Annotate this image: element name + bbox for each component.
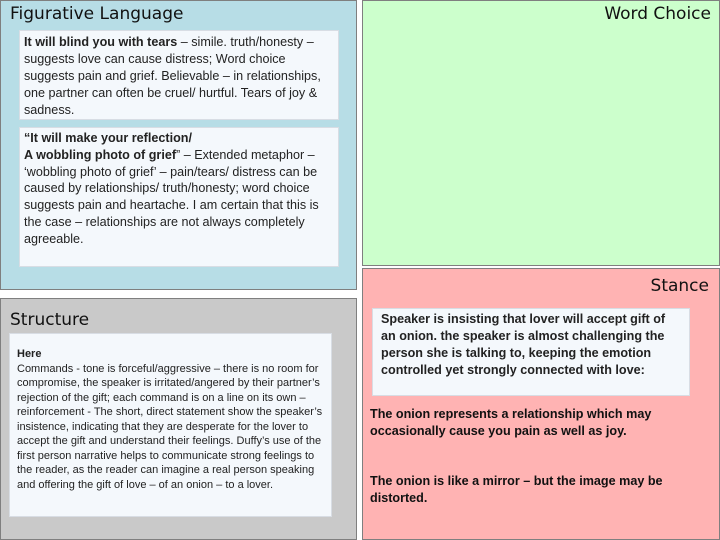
- onion-mirror-text: The onion is like a mirror – but the image may be distorted.: [370, 474, 663, 505]
- metaphor-note-text: ” – Extended metaphor – ‘wobbling photo of grief’ – pain/tears/ distress can be caused by relationships/ truth/honesty; word choice suggests pain and heartache. I am certain that this is the case – relationships are not always completely agreeable.: [24, 147, 319, 246]
- structure-heading: Here: [17, 348, 42, 360]
- stance-note-text: Speaker is insisting that lover will accept gift of an onion. the speaker is almost challenging the person she is talking to, keeping the emotion controlled yet strongly connected with love:: [381, 312, 666, 377]
- figurative-language-title: Figurative Language: [10, 4, 184, 24]
- stance-title: Stance: [650, 276, 709, 296]
- stance-note-card: [372, 308, 690, 396]
- word-choice-panel: [362, 0, 720, 266]
- metaphor-quote-line1: “It will make your reflection/: [24, 131, 192, 145]
- structure-note-text: Commands - tone is forceful/aggressive – there is no room for compromise, the speaker is irritated/angered by their partner’s rejection of the gift; each command is on a line on its own – reinforcement - The short, direct statement show the speaker’s insistence, indicating that they are desperate for the lover to accept the gift and understand their feelings. Duffy’s use of the first person narrative helps to communicate strong feelings to the reader, as the reader can imagine a real person speaking and offering the gift of love – of an onion – to a lover.: [17, 362, 323, 491]
- word-choice-title: Word Choice: [604, 4, 711, 24]
- structure-title: Structure: [10, 310, 90, 330]
- simile-quote: It will blind you with tears: [24, 35, 178, 49]
- structure-note-card: [9, 333, 332, 517]
- metaphor-quote-line2: A wobbling photo of grief: [24, 147, 177, 162]
- metaphor-note-card: [19, 127, 339, 267]
- simile-note-card: [19, 30, 339, 120]
- simile-note-text: – simile. truth/honesty – suggests love can cause distress; Word choice suggests pain and grief. Believable – in relationships, one partner can often be cruel/ hurtful. Tears of joy & sadness.: [24, 35, 321, 117]
- onion-relationship-text: The onion represents a relationship which may occasionally cause you pain as well as joy.: [370, 407, 652, 438]
